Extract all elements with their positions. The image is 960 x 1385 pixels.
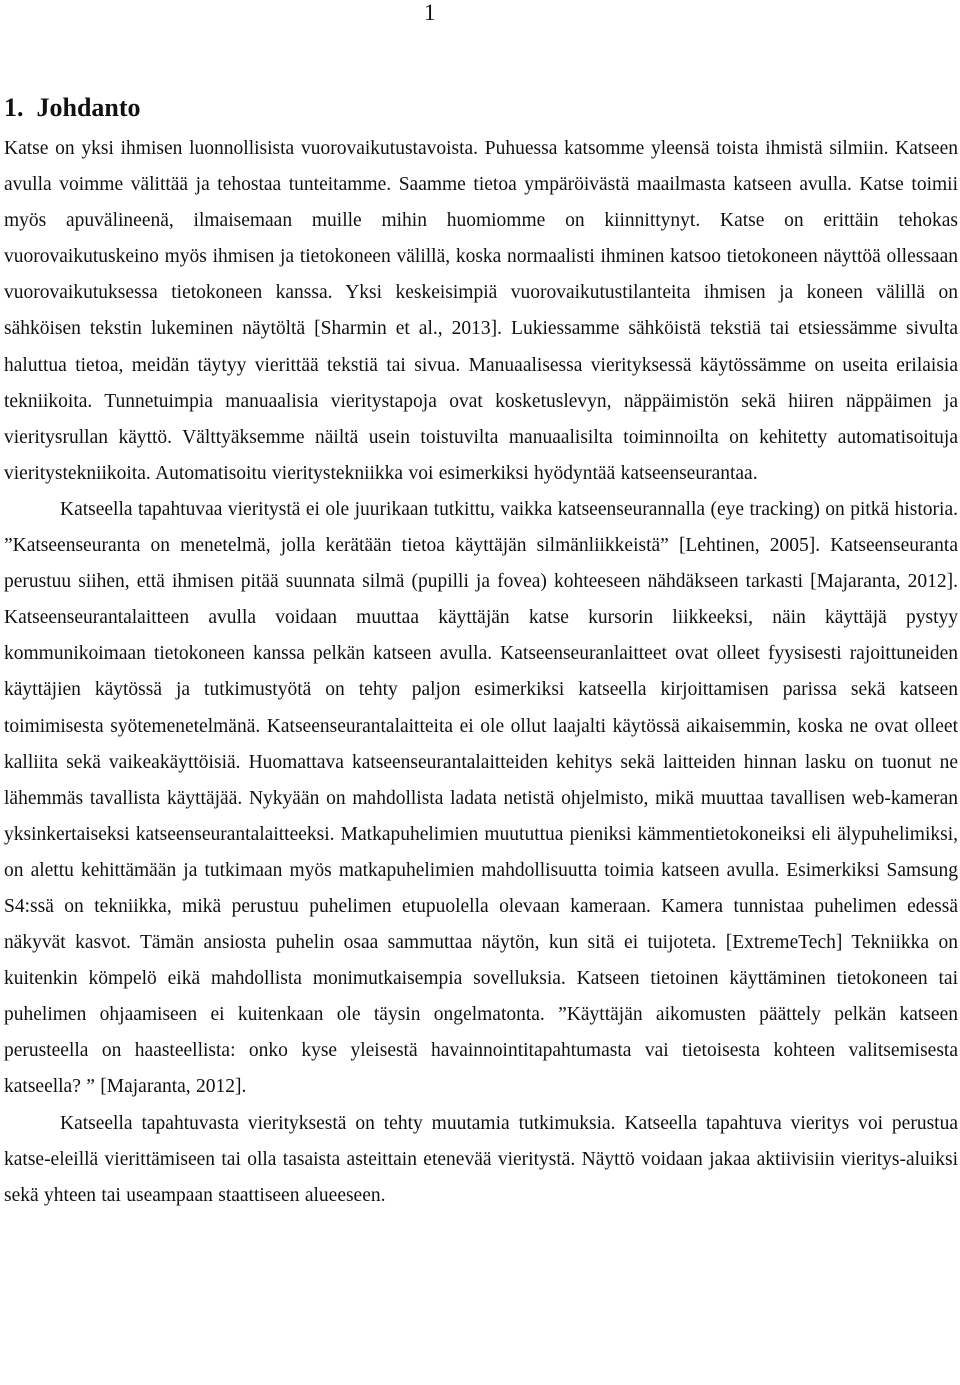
chapter-body bbox=[4, 131, 958, 1214]
page-number: 1 bbox=[424, 0, 436, 25]
chapter-heading bbox=[4, 92, 141, 124]
chapter-title: Johdanto bbox=[36, 93, 141, 122]
chapter-number: 1. bbox=[4, 93, 24, 122]
paragraph-2: Katseella tapahtuvaa vieritystä ei ole juurikaan tutkittu, vaikka katseenseurannalla (eye tracking) on pitkä historia. ”Katseenseuranta on menetelmä, jolla kerätään tietoa käyttäjän silmänliikkeistä” [Lehtinen, 2005]. Katseenseuranta perustuu siihen, että ihmisen pitää suunnata silmä (pupilli ja fovea) kohteeseen nähdäkseen tarkasti [Majaranta, 2012]. Katseenseurantalaitteen avulla voidaan muuttaa käyttäjän katse kursorin liikkeeksi, näin käyttäjä pystyy kommunikoimaan tietokoneen kanssa pelkän katseen avulla. Katseenseuranlaitteet ovat olleet fyysisesti rajoittuneiden käyttäjien käytössä ja tutkimustyötä on tehty paljon esimerkiksi katseella kirjoittamisen parissa sekä katseen toimimisesta syötemenetelmänä. Katseenseurantalaitteita ei ole ollut laajalti käytössä aikaisemmin, koska ne ovat olleet kalliita sekä vaikeakäyttöisiä. Huomattava katseenseurantalaitteiden kehitys sekä laitteiden hinnan lasku on tuonut ne lähemmäs tavallista käyttäjää. Nykyään on mahdollista ladata netistä ohjelmisto, mikä muuttaa tavallisen web-kameran yksinkertaiseksi katseenseurantalaitteeksi. Matkapuhelimien muututtua pieniksi kämmentietokoneiksi eli älypuhelimiksi, on alettu kehittämään ja tutkimaan myös matkapuhelimien mahdollisuutta toimia katseen avulla. Esimerkiksi Samsung S4:ssä on tekniikka, mikä perustuu puhelimen etupuolella olevaan kameraan. Kamera tunnistaa puhelimen edessä näkyvät kasvot. Tämän ansiosta puhelin osaa sammuttaa näytön, kun sitä ei tuijoteta. [ExtremeTech] Tekniikka on kuitenkin kömpelö eikä mahdollista monimutkaisempia sovelluksia. Katseen tietoinen käyttäminen tietokoneen tai puhelimen ohjaamiseen ei kuitenkaan ole täysin ongelmatonta. ”Käyttäjän aikomusten päättely pelkän katseen perusteella on haasteellista: onko kyse yleisestä havainnointitapahtumasta vai tietoisesta kohteen valitsemisesta katseella? ” [Majaranta, 2012]. bbox=[4, 498, 958, 1098]
paragraph-3: Katseella tapahtuvasta vierityksestä on tehty muutamia tutkimuksia. Katseella tapahtuva vieritys voi perustua katse-eleillä vierittämiseen tai olla tasaista asteittain etenevää vieritystä. Näyttö voidaan jakaa aktiivisiin vieritys-aluiksi sekä yhteen tai useampaan staattiseen alueeseen. bbox=[4, 1112, 958, 1206]
paragraph-1: Katse on yksi ihmisen luonnollisista vuorovaikutustavoista. Puhuessa katsomme yleensä toista ihmistä silmiin. Katseen avulla voimme välittää ja tehostaa tunteitamme. Saamme tietoa ympäröivästä maailmasta katseen avulla. Katse toimii myös apuvälineenä, ilmaisemaan muille mihin huomiomme on kiinnittynyt. Katse on erittäin tehokas vuorovaikutuskeino myös ihmisen ja tietokoneen välillä, koska normaalisti ihminen katsoo tietokoneen näyttöä ollessaan vuorovaikutuksessa tietokoneen kanssa. Yksi keskeisimpiä vuorovaikutustilanteita ihmisen ja koneen välillä on sähköisen tekstin lukeminen näytöltä [Sharmin et al., 2013]. Lukiessamme sähköistä tekstiä tai etsiessämme sivulta haluttua tietoa, meidän täytyy vierittää tekstiä tai sivua. Manuaalisessa vierityksessä käytössämme on useita erilaisia tekniikoita. Tunnetuimpia manuaalisia vieritystapoja ovat kosketuslevyn, näppäimistön sekä hiiren näppäimen ja vieritysrullan käyttö. Välttyäksemme näiltä usein toistuvilta manuaalisilta toiminnoilta on kehitetty automatisoituja vieritystekniikoita. Automatisoitu vieritystekniikka voi esimerkiksi hyödyntää katseenseurantaa. bbox=[4, 138, 958, 484]
